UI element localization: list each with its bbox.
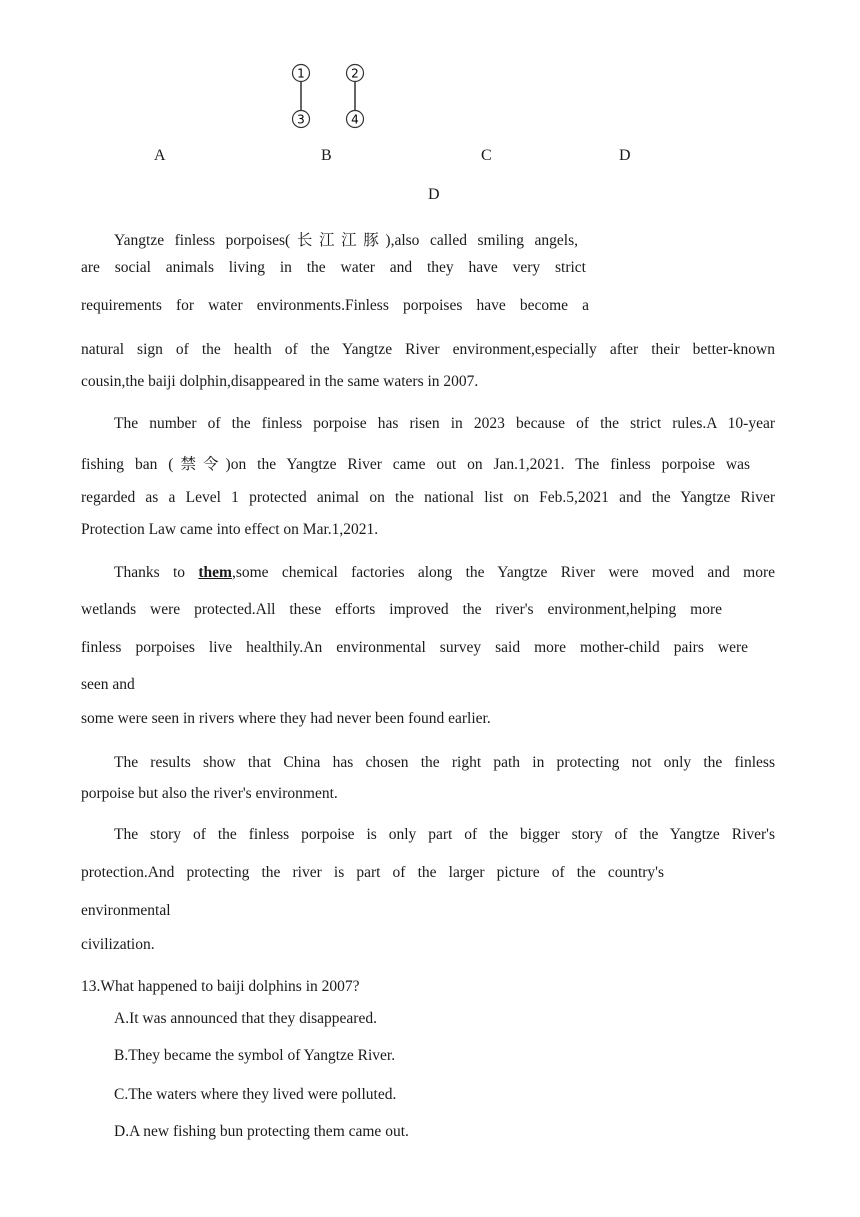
- answer-option-a: A.It was announced that they disappeared.: [114, 1010, 377, 1027]
- node-3-label: 3: [297, 112, 305, 127]
- p1-line-2: are social animals living in the water and they have very strict: [81, 259, 586, 276]
- p3-line-3: finless porpoises live healthily.An environmental survey said more mother-child pairs were: [81, 639, 748, 656]
- p3-line-1: [114, 564, 775, 582]
- p2-line-3: regarded as a Level 1 protected animal on the national list on Feb.5,2021 and the Yangtze River: [81, 489, 775, 506]
- p5-line-1: The story of the finless porpoise is only part of the bigger story of the Yangtze River's: [114, 826, 775, 843]
- answer-mark: D: [428, 186, 440, 203]
- p5-line-2: protection.And protecting the river is part of the larger picture of the country's: [81, 864, 664, 881]
- p1-line-4: natural sign of the health of the Yangtze River environment,especially after their better-known: [81, 341, 775, 358]
- answer-option-d: D.A new fishing bun protecting them came out.: [114, 1123, 409, 1140]
- p3-prefix: Thanks to: [114, 564, 199, 581]
- p2-line-1: The number of the finless porpoise has risen in 2023 because of the strict rules.A 10-year: [114, 415, 775, 432]
- answer-option-c: C.The waters where they lived were polluted.: [114, 1086, 397, 1103]
- node-1-label: 1: [297, 66, 305, 81]
- p4-line-2: porpoise but also the river's environment.: [81, 785, 338, 802]
- option-letter-d: D: [619, 147, 631, 164]
- option-letter-b: B: [321, 147, 332, 164]
- p3-line-4: seen and: [81, 676, 135, 693]
- question-stem: 13.What happened to baiji dolphins in 2007?: [81, 978, 360, 995]
- p5-line-4: civilization.: [81, 936, 155, 953]
- keyword-them: them: [198, 564, 232, 581]
- answer-option-b: B.They became the symbol of Yangtze River.: [114, 1047, 396, 1064]
- p3-line-2: wetlands were protected.All these efforts improved the river's environment,helping more: [81, 601, 722, 618]
- p1-line-1: Yangtze finless porpoises(长江江豚),also called smiling angels,: [114, 232, 578, 249]
- p4-line-1: The results show that China has chosen the right path in protecting not only the finless: [114, 754, 775, 771]
- p3-rest: ,some chemical factories along the Yangtze River were moved and more: [231, 564, 775, 581]
- option-letter-a: A: [154, 147, 166, 164]
- option-letter-c: C: [481, 147, 492, 164]
- node-4-label: 4: [351, 112, 359, 127]
- p1-line-3: requirements for water environments.Finless porpoises have become a: [81, 297, 589, 314]
- p2-line-2: fishing ban (禁令)on the Yangtze River came out on Jan.1,2021. The finless porpoise was: [81, 456, 750, 473]
- p1-line-5: cousin,the baiji dolphin,disappeared in the same waters in 2007.: [81, 373, 479, 390]
- p5-line-3: environmental: [81, 902, 171, 919]
- connection-diagram: [288, 60, 378, 132]
- p3-line-5: some were seen in rivers where they had never been found earlier.: [81, 710, 491, 727]
- p2-line-4: Protection Law came into effect on Mar.1,2021.: [81, 521, 379, 538]
- node-2-label: 2: [351, 66, 359, 81]
